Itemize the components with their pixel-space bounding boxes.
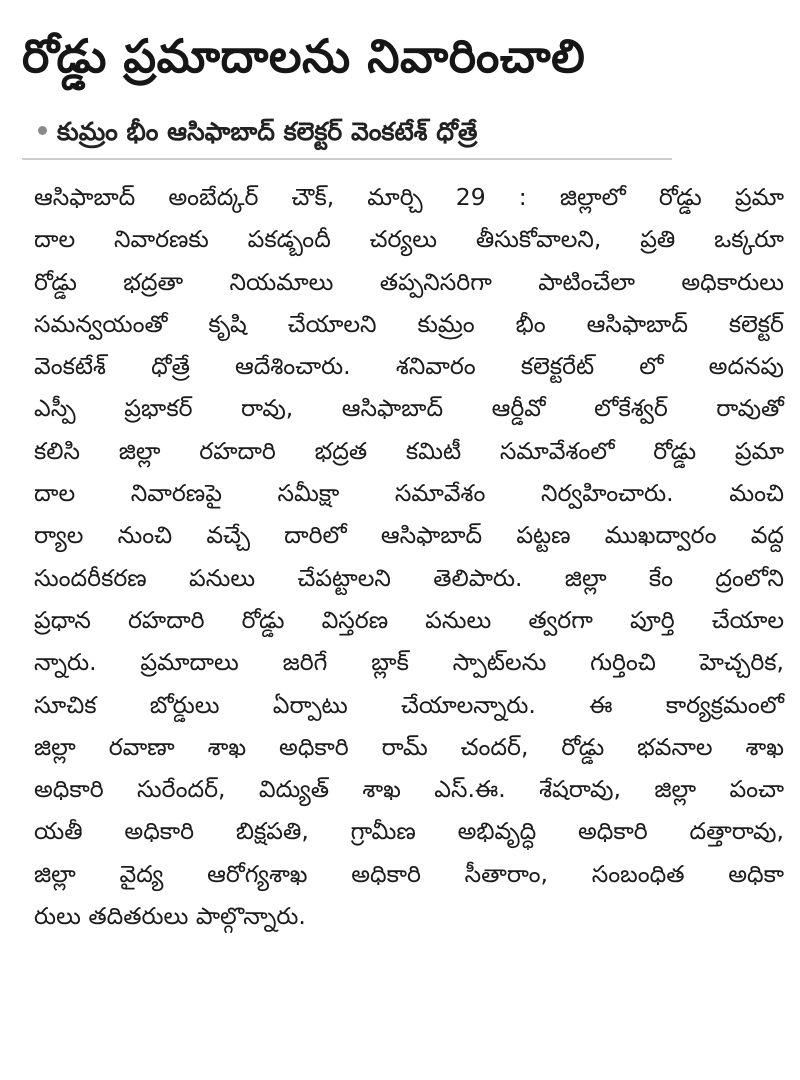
body-line: ప్రధాన రహదారి రోడ్డు విస్తరణ పనులు త్వరగా పూర్తి చేయాల bbox=[34, 605, 784, 634]
body-line: న్నారు. ప్రమాదాలు జరిగే బ్లాక్ స్పాట్‌లను గుర్తించి హెచ్చరిక, bbox=[34, 648, 784, 677]
headline-divider bbox=[22, 158, 672, 160]
article-headline: రోడ్డు ప్రమాదాలను నివారించాలి bbox=[22, 29, 586, 83]
subheadline-text: కుమ్రం భీం ఆసిఫాబాద్ కలెక్టర్ వెంకటేశ్ ధోత్రే bbox=[57, 117, 478, 146]
bullet-icon bbox=[38, 126, 47, 135]
body-line: అధికారి సురేందర్, విద్యుత్ శాఖ ఎస్.ఈ. శేషరావు, జిల్లా పంచా bbox=[34, 775, 784, 804]
body-line: కలిసి జిల్లా రహదారి భద్రత కమిటీ సమావేశంలో రోడ్డు ప్రమా bbox=[34, 436, 784, 465]
body-line: జిల్లా వైద్య ఆరోగ్యశాఖ అధికారి సీతారాం, సంబంధిత అధికా bbox=[34, 859, 784, 888]
body-line: జిల్లా రవాణా శాఖ అధికారి రామ్ చందర్, రోడ్డు భవనాల శాఖ bbox=[34, 732, 784, 761]
body-line: సుందరీకరణ పనులు చేపట్టాలని తెలిపారు. జిల్లా కేం ద్రంలోని bbox=[34, 563, 784, 592]
body-line: దాల నివారణకు పకడ్బందీ చర్యలు తీసుకోవాలని, ప్రతి ఒక్కరూ bbox=[34, 225, 784, 254]
body-line: యతీ అధికారి బిక్షపతి, గ్రామీణ అభివృద్ధి అధికారి దత్తారావు, bbox=[34, 817, 784, 846]
body-line: సమన్వయంతో కృషి చేయాలని కుమ్రం భీం ఆసిఫాబాద్ కలెక్టర్ bbox=[34, 309, 784, 338]
body-line: దాల నివారణపై సమీక్షా సమావేశం నిర్వహించారు. మంచి bbox=[34, 479, 784, 508]
body-line: ఎస్పీ ప్రభాకర్ రావు, ఆసిఫాబాద్ ఆర్డీవో లోకేశ్వర్ రావుతో bbox=[34, 394, 784, 423]
article-subheadline bbox=[38, 112, 688, 152]
body-line: రులు తదితరులు పాల్గొన్నారు. bbox=[34, 902, 306, 931]
article-body bbox=[34, 176, 784, 937]
body-line: వెంకటేశ్ ధోత్రే ఆదేశించారు. శనివారం కలెక్టరేట్ లో అదనపు bbox=[34, 352, 784, 381]
body-line: రోడ్డు భద్రతా నియమాలు తప్పనిసరిగా పాటించేలా అధికారులు bbox=[34, 267, 784, 296]
body-line: ర్యాల నుంచి వచ్చే దారిలో ఆసిఫాబాద్ పట్టణ ముఖద్వారం వద్ద bbox=[34, 521, 784, 550]
body-line: ఆసిఫాబాద్ అంబేద్కర్ చౌక్, మార్చి 29 : జిల్లాలో రోడ్డు ప్రమా bbox=[34, 183, 784, 211]
body-line: సూచిక బోర్డులు ఏర్పాటు చేయాలన్నారు. ఈ కార్యక్రమంలో bbox=[34, 690, 784, 719]
